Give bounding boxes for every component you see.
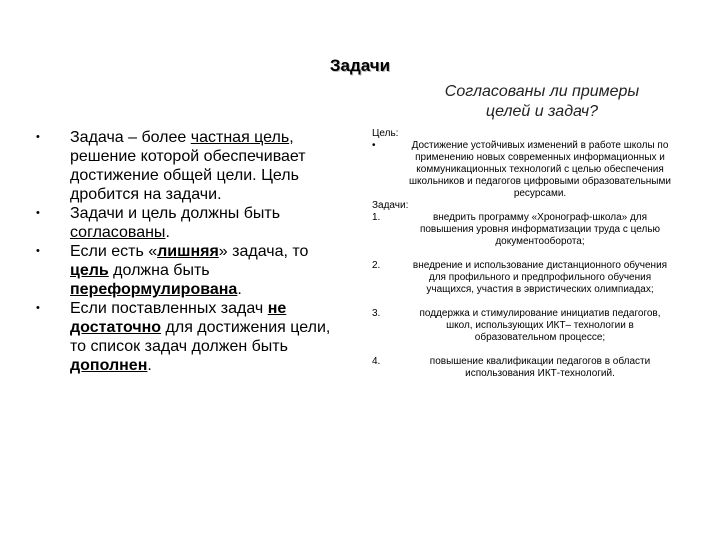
text: . xyxy=(165,224,170,241)
tasks-label: Задачи: xyxy=(372,200,409,211)
task-item-4 xyxy=(372,356,672,380)
goal-tasks-panel xyxy=(372,128,672,380)
underlined-bold-text: дополнен xyxy=(70,357,148,374)
underlined-text: частная цель xyxy=(190,129,290,146)
underlined-text: согласованы xyxy=(70,224,166,241)
question-heading xyxy=(402,82,682,122)
task-item-3 xyxy=(372,308,672,344)
task-item-2 xyxy=(372,260,672,296)
text: для достижения цели, то список задач должен быть xyxy=(70,319,331,355)
task-number: 3. xyxy=(372,308,381,319)
bullet-icon: • xyxy=(36,245,40,257)
bullet-icon: • xyxy=(36,302,40,314)
text: Если поставленных задач xyxy=(70,300,268,317)
goal-text: Достижение устойчивых изменений в работе школы по применению новых современных информационных и коммуникационных технологий с целью обеспечения школьников и педагогов цифровыми образовательными ресурсами. xyxy=(409,140,671,199)
bullet-item-2 xyxy=(36,204,336,242)
underlined-bold-text: лишняя xyxy=(157,243,219,260)
task-text: внедрить программу «Хронограф-школа» для повышения уровня информатизации труда с целью документооборота; xyxy=(419,212,661,247)
text: » задача, то xyxy=(218,243,309,260)
task-number: 2. xyxy=(372,260,381,271)
slide-title: Задачи xyxy=(329,56,391,75)
bullet-icon: • xyxy=(36,207,40,219)
bullet-item-1 xyxy=(36,128,336,204)
text: Если есть « xyxy=(70,243,158,260)
goal-label: Цель: xyxy=(372,128,399,139)
task-number: 1. xyxy=(372,212,381,223)
task-item-1 xyxy=(372,212,672,248)
underlined-bold-text: цель xyxy=(70,262,109,279)
question-line-1: Согласованы ли примеры xyxy=(444,83,640,100)
text: . xyxy=(147,357,152,374)
task-text: внедрение и использование дистанционного обучения для профильного и предпрофильного обучения учащихся, участия в эвристических олимпиадах; xyxy=(412,260,668,295)
goal-bullet-icon: • xyxy=(372,140,376,151)
question-line-2: целей и задач? xyxy=(485,103,599,120)
text: Задачи и цель должны быть xyxy=(70,205,281,222)
goal-row xyxy=(372,140,672,200)
underlined-bold-text: не достаточно xyxy=(70,300,287,336)
left-bullet-list xyxy=(36,128,336,375)
text: должна быть xyxy=(108,262,210,279)
underlined-bold-text: переформулирована xyxy=(70,281,238,298)
text: Задача – более xyxy=(70,129,191,146)
bullet-icon: • xyxy=(36,131,40,143)
task-number: 4. xyxy=(372,356,381,367)
task-text: повышение квалификации педагогов в области использования ИКТ-технологий. xyxy=(429,356,651,379)
text: . xyxy=(237,281,242,298)
bullet-item-4 xyxy=(36,299,336,375)
text: , решение которой обеспечивает достижение общей цели. Цель дробится на задачи. xyxy=(70,129,306,203)
bullet-item-3 xyxy=(36,242,336,299)
task-text: поддержка и стимулирование инициатив педагогов, школ, использующих ИКТ– технологии в образовательном процессе; xyxy=(419,308,661,343)
